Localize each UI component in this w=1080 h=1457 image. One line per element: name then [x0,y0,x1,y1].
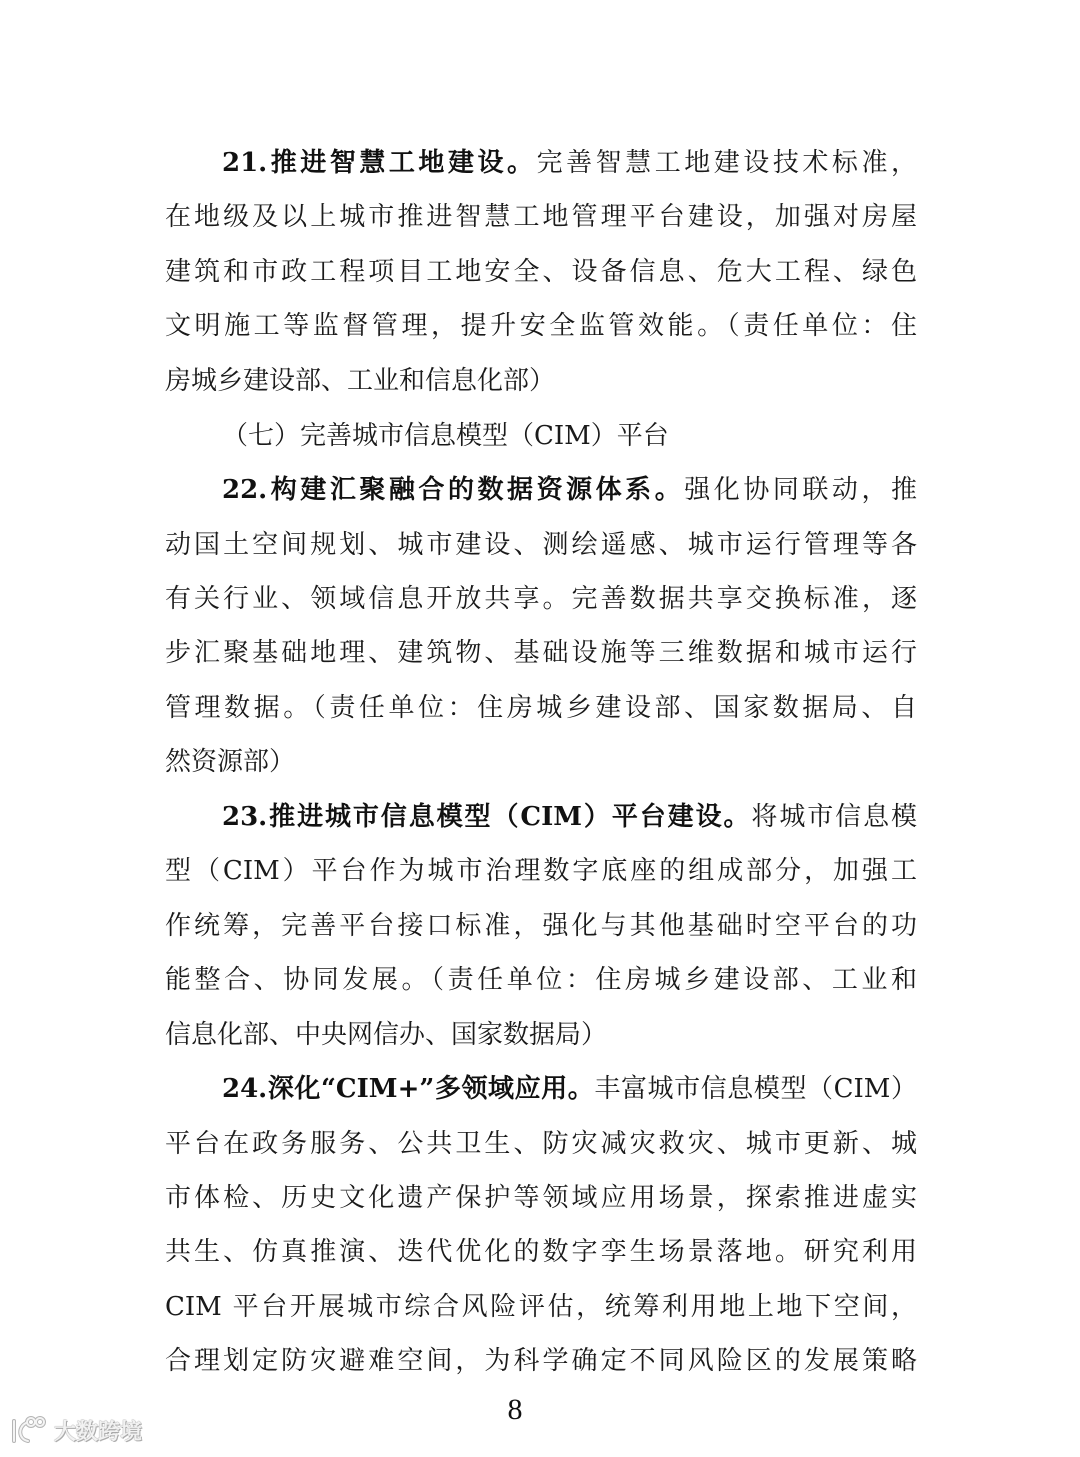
item-21-number: 21. [222,148,268,178]
item-22-line-3: 有关行业、领域信息开放共享。完善数据共享交换标准，逐 [165,584,917,614]
item-22-text: 强化协同联动，推 [684,475,917,505]
item-22-line-1 [222,470,917,510]
item-21-line-4: 文明施工等监督管理，提升安全监管效能。（责任单位：住 [165,311,917,341]
item-21-line-2: 在地级及以上城市推进智慧工地管理平台建设，加强对房屋 [165,202,917,232]
item-23-line-3: 作统筹，完善平台接口标准，强化与其他基础时空平台的功 [165,911,917,941]
item-21-text: 完善智慧工地建设技术标准， [536,148,917,178]
item-24-line-1 [222,1069,917,1109]
item-23-text: 将城市信息模 [751,802,917,832]
item-21-line-1 [222,143,917,183]
item-23-line-5: 信息化部、中央网信办、国家数据局） [165,1020,608,1050]
page-number: 8 [507,1393,523,1426]
item-23-line-4: 能整合、协同发展。（责任单位：住房城乡建设部、工业和 [165,965,917,995]
item-23-line-1 [222,797,917,837]
item-21-line-3: 建筑和市政工程项目工地安全、设备信息、危大工程、绿色 [165,257,917,287]
item-24-line-6: 合理划定防灾避难空间，为科学确定不同风险区的发展策略 [165,1346,917,1376]
item-24-number: 24. [222,1074,268,1104]
item-21-heading: 推进智慧工地建设。 [267,148,537,178]
item-22-line-6: 然资源部） [165,747,296,777]
item-24-heading: 深化“CIM+”多领域应用。 [267,1074,595,1104]
item-22-number: 22. [222,475,268,505]
item-24-line-2: 平台在政务服务、公共卫生、防灾减灾救灾、城市更新、城 [165,1129,917,1159]
k100-logo-icon [8,1415,48,1445]
item-24-line-4: 共生、仿真推演、迭代优化的数字孪生场景落地。研究利用 [165,1237,917,1267]
item-22-heading: 构建汇聚融合的数据资源体系。 [267,475,685,505]
item-24-line-5: CIM 平台开展城市综合风险评估，统筹利用地上地下空间， [165,1292,917,1322]
item-22-line-2: 动国土空间规划、城市建设、测绘遥感、城市运行管理等各 [165,530,917,560]
item-22-line-4: 步汇聚基础地理、建筑物、基础设施等三维数据和城市运行 [165,638,917,668]
item-24-line-3: 市体检、历史文化遗产保护等领域应用场景，探索推进虚实 [165,1183,917,1213]
item-21-line-5: 房城乡建设部、工业和信息化部） [165,366,556,396]
item-23-heading: 推进城市信息模型（CIM）平台建设。 [267,802,752,832]
item-23-line-2: 型（CIM）平台作为城市治理数字底座的组成部分，加强工 [165,856,917,886]
section-title: （七）完善城市信息模型（CIM）平台 [222,421,669,451]
watermark-text: 大数跨境 [54,1419,143,1445]
watermark [8,1413,142,1447]
item-22-line-5: 管理数据。（责任单位：住房城乡建设部、国家数据局、自 [165,693,917,723]
item-23-number: 23. [222,802,268,832]
item-24-text: 丰富城市信息模型（CIM） [594,1074,917,1104]
